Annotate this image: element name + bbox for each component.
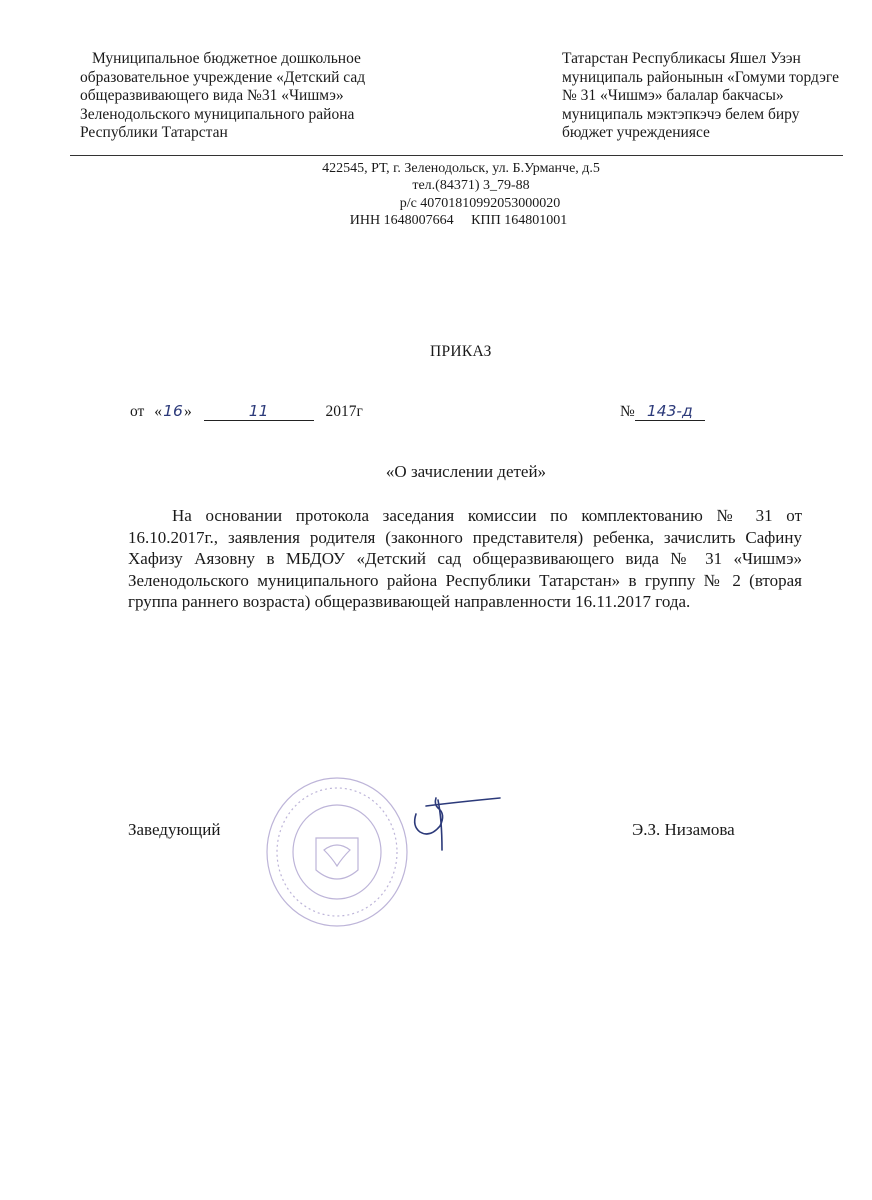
- signer-position: Заведующий: [128, 820, 221, 839]
- header-right-line: Татарстан Республикасы Яшел Узэн: [562, 50, 801, 67]
- date-month: 11: [204, 402, 314, 421]
- document-title: ПРИКАЗ: [430, 343, 492, 360]
- header-left-line: Республики Татарстан: [80, 124, 228, 141]
- inn-kpp-line: [0, 212, 872, 229]
- header-left-line: общеразвивающего вида №31 «Чишмэ»: [80, 87, 344, 104]
- signer-name: Э.З. Низамова: [632, 820, 735, 839]
- header-left-line: образовательное учреждение «Детский сад: [80, 68, 366, 86]
- contacts-block: [0, 160, 872, 229]
- year-suffix: г: [356, 403, 363, 420]
- signature-mark: [408, 790, 508, 860]
- order-body-text: На основании протокола заседания комиссии по комплектованию № 31 от 16.10.2017г., заявления родителя (законного представителя) ребенка, зачислить Сафину Хафизу Аязовну в МБДОУ «Детский сад общеразвивающего вида № 31 «Чишмэ» Зеленодольского муниципального района Республики Татарстан» в группу № 2 (вторая группа раннего возраста) общеразвивающей направленности 16.11.2017 года.: [128, 506, 802, 611]
- header-left-line: Зеленодольского муниципального района: [80, 105, 355, 123]
- date-day: 16: [163, 402, 183, 420]
- date-year: 2017: [325, 403, 357, 420]
- address-line: 422545, РТ, г. Зеленодольск, ул. Б.Урманче, д.5: [322, 161, 600, 176]
- kpp-value: КПП 164801001: [471, 212, 568, 228]
- inn-value: ИНН 1648007664: [349, 212, 454, 228]
- header-right-line: муниципаль районынын «Гомуми тордэге: [562, 68, 839, 86]
- phone-line: тел.(84371) 3_79-88: [412, 178, 530, 194]
- account-line: р/с 40701810992053000020: [399, 195, 561, 211]
- date-prefix: от: [130, 403, 145, 420]
- order-number: [620, 402, 705, 421]
- header-right-line: муниципаль мэктэпкэчэ белем биру: [562, 105, 800, 123]
- header-divider: [70, 155, 843, 156]
- seal-stamp: [262, 770, 412, 930]
- open-quote: «: [154, 403, 162, 420]
- close-quote: »: [183, 403, 192, 420]
- order-subject: «О зачислении детей»: [385, 462, 547, 481]
- order-body: [128, 505, 802, 613]
- number-prefix: №: [620, 403, 635, 420]
- header-left-block: [80, 50, 460, 143]
- header-right-block: [562, 50, 862, 143]
- number-value: 143-д: [635, 402, 705, 421]
- header-right-line: № 31 «Чишмэ» балалар бакчасы»: [562, 87, 784, 104]
- header-right-line: бюджет учреждениясе: [562, 124, 710, 141]
- header-left-line: Муниципальное бюджетное дошкольное: [92, 50, 361, 67]
- order-date: [130, 402, 363, 421]
